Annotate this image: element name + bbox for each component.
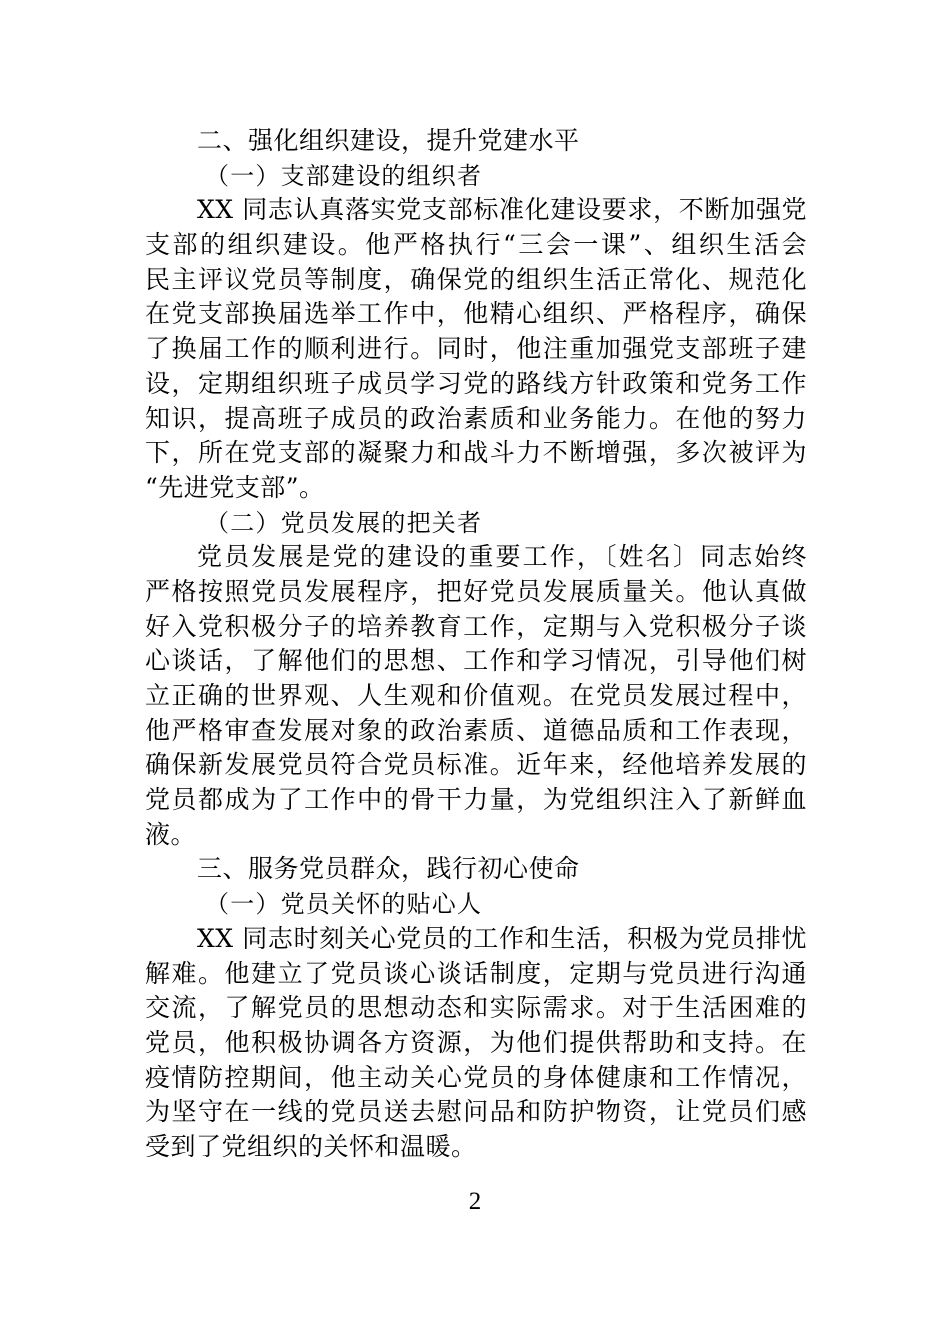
- paragraph-2-2: [145, 540, 807, 852]
- paragraph-line: 严格按照党员发展程序，把好党员发展质量关。他认真做: [145, 576, 807, 606]
- paragraph-line: 交流，了解党员的思想动态和实际需求。对于生活困难的: [145, 993, 807, 1023]
- paragraph-line: 党员都成为了工作中的骨干力量，为党组织注入了新鲜血: [145, 785, 807, 815]
- paragraph-line: 支部的组织建设。他严格执行“三会一课”、组织生活会: [145, 230, 807, 260]
- paragraph-2-1: [145, 193, 807, 505]
- paragraph-line: 解难。他建立了党员谈心谈话制度，定期与党员进行沟通: [145, 958, 807, 988]
- paragraph-line: 设，定期组织班子成员学习党的路线方针政策和党务工作: [145, 368, 807, 398]
- paragraph-line: 疫情防控期间，他主动关心党员的身体健康和工作情况，: [145, 1062, 807, 1092]
- paragraph-line: XX 同志时刻关心党员的工作和生活，积极为党员排忧: [197, 923, 807, 953]
- paragraph-line: 为坚守在一线的党员送去慰问品和防护物资，让党员们感: [145, 1097, 807, 1127]
- paragraph-line: 液。: [145, 819, 197, 849]
- paragraph-line: 党员发展是党的建设的重要工作，〔姓名〕同志始终: [197, 542, 807, 572]
- paragraph-line: 立正确的世界观、人生观和价值观。在党员发展过程中，: [145, 681, 807, 710]
- paragraph-line: 好入党积极分子的培养教育工作，定期与入党积极分子谈: [145, 611, 807, 641]
- paragraph-line: 了换届工作的顺利进行。同时，他注重加强党支部班子建: [145, 334, 807, 364]
- paragraph-line: “先进党支部”。: [145, 472, 325, 502]
- subsection-title-3-1: （一）党员关怀的贴心人: [205, 890, 483, 919]
- subsection-title-2-2: （二）党员发展的把关者: [205, 508, 483, 537]
- paragraph-line: 确保新发展党员符合党员标准。近年来，经他培养发展的: [145, 750, 807, 780]
- subsection-title-2-1: （一）支部建设的组织者: [205, 161, 483, 190]
- page-number: 2: [468, 1188, 482, 1215]
- section-heading-2: 二、强化组织建设，提升党建水平: [197, 126, 580, 155]
- paragraph-line: 党员，他积极协调各方资源，为他们提供帮助和支持。在: [145, 1027, 807, 1057]
- paragraph-line: 他严格审查发展对象的政治素质、道德品质和工作表现，: [145, 715, 807, 745]
- section-heading-3: 三、服务党员群众，践行初心使命: [197, 854, 580, 884]
- paragraph-line: 心谈话，了解他们的思想、工作和学习情况，引导他们树: [145, 646, 807, 676]
- document-body: [145, 124, 807, 1165]
- paragraph-line: 下，所在党支部的凝聚力和战斗力不断增强，多次被评为: [145, 438, 807, 468]
- paragraph-line: 受到了党组织的关怀和温暖。: [145, 1131, 477, 1161]
- paragraph-line: 在党支部换届选举工作中，他精心组织、严格程序，确保: [145, 299, 807, 329]
- paragraph-line: 知识，提高班子成员的政治素质和业务能力。在他的努力: [145, 403, 807, 433]
- paragraph-line: XX 同志认真落实党支部标准化建设要求，不断加强党: [197, 195, 807, 225]
- paragraph-3-1: [145, 922, 807, 1165]
- paragraph-line: 民主评议党员等制度，确保党的组织生活正常化、规范化: [145, 264, 807, 294]
